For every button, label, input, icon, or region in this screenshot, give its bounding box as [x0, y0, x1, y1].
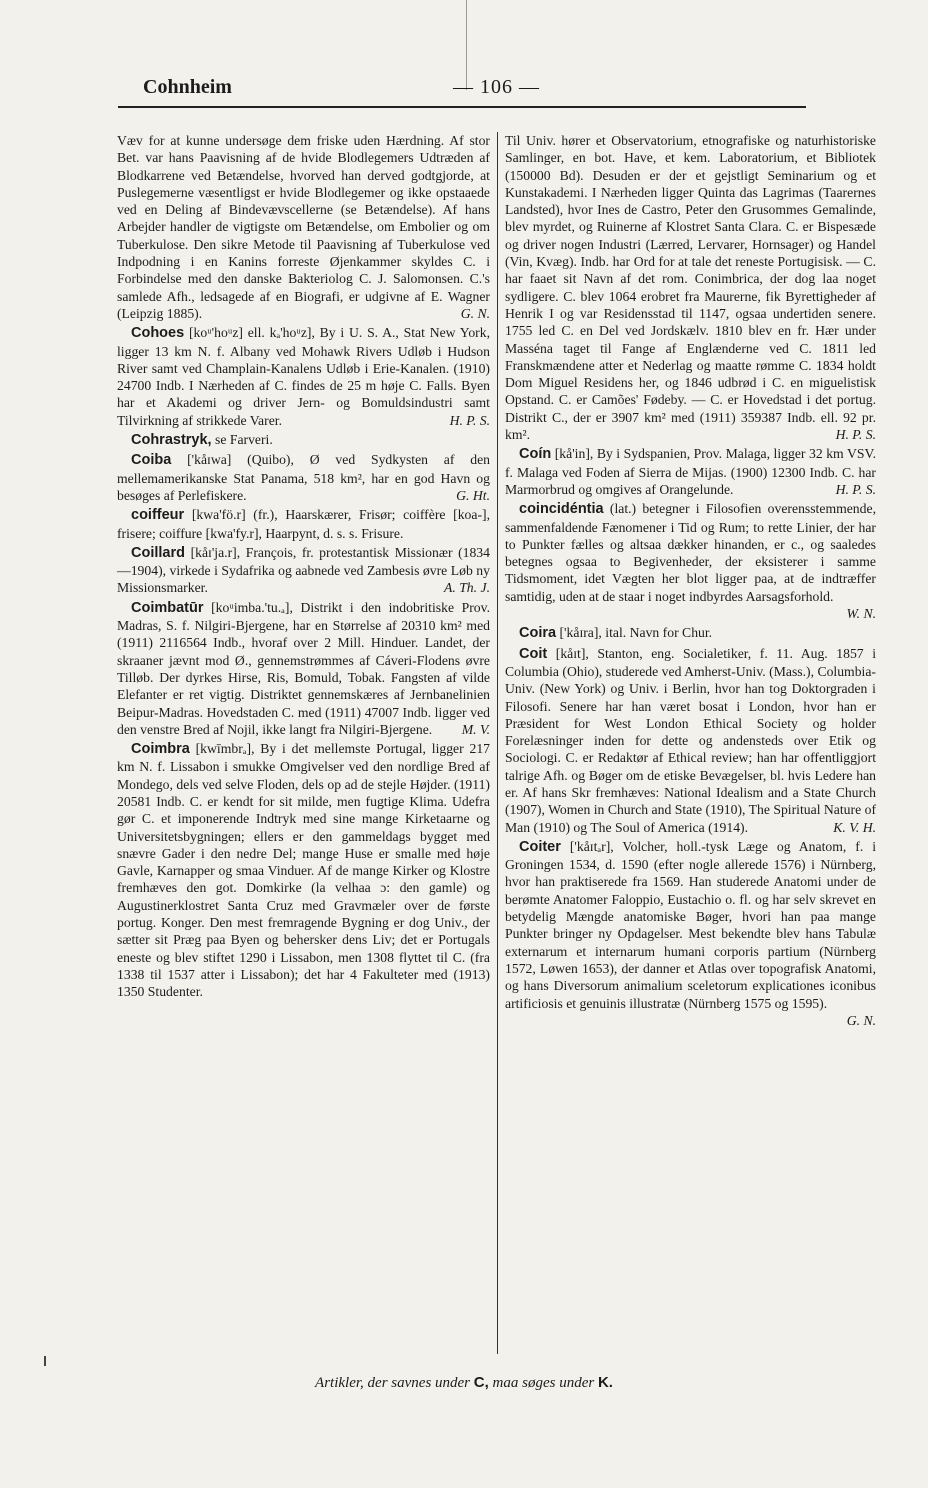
left-column [117, 132, 490, 1003]
entry-signature: G. N. [460, 305, 490, 321]
footer-letter-k: K. [597, 1374, 613, 1391]
dictionary-entry [505, 500, 876, 622]
entry-text: [koᵘimba.'tu.ₐ], Distrikt i den indobritiske Prov. Madras, S. f. Nilgiri-Bjergene, har en Størrelse af 20310 km² med (1911) 2116564 Indb., hvoraf over 2 Mill. Hinduer. Landet, der skraaner jævnt mod Ø., gennemstrømmes af Cáveri-Flodens øvre Tilløb. Der dyrkes Hirse, Ris, Bomuld, Tobak. Fangsten af vilde Elefanter er ret vigtig. Distriktet gennemskæres af Jernbanelinien Beipur-Madras. Hovedstaden C. med (1911) 47007 Indb. ligger ved den venstre Bred af Nojil, ikke langt fra Nilgiri-Bjergene. [117, 599, 490, 737]
footer-note [0, 1374, 928, 1392]
entry-text: [kå'in], By i Sydspanien, Prov. Malaga, ligger 32 km VSV. f. Malaga ved Foden af Sierra de Mijas. (1900) 12300 Indb. C. har Marmorbrud og omgives af Orangelunde. [505, 446, 876, 497]
entry-text: [kåɪt], Stanton, eng. Socialetiker, f. 11. Aug. 1857 i Columbia (Ohio), studerede ved Amherst-Univ. (Mass.), Columbia-Univ. (New York) og Univ. i Berlin, hvor han tog Doktorgraden i Filosofi. Senere har han været bosat i London, hvor han er Præsident for West London Ethical Society og holder Forelæsninger inden for dette og andensteds over Etik og Sociologi. C. er Redaktør af Ethical review; han har offentliggjort talrige Afh. og Bøger om de etiske Bevægelser, bl. hvis Ledere han er. Af hans Skr fremhæves: National Idealism and a State Church (1907), Women in Church and State (1910), The Spiritual Nature of Man (1910) og The Soul of America (1914). [505, 645, 877, 835]
entry-headword: Coimbatūr [131, 599, 204, 616]
header-rule [118, 106, 806, 108]
entry-text: Væv for at kunne undersøge dem friske uden Hærdning. Af stor Bet. var hans Paavisning af de hvide Blodlegemers Udtræden af Blodkarrene ved Betændelse, hvorved han derved godtgjorde, at Puslegemerne væsentligst er hvide Blodlegemer og ikke opstaaede ved en Deling af Bindevævscellerne (se Betændelse). Af hans Arbejder handler de vigtigste om Betændelse, om Embolier og om Tuberkulose. Den sikre Metode til Paavisning af Tuberkulose ved Indpodning i en Kanins forreste Øjenkammer skyldes C. i Forbindelse med den danske Bakteriolog C. J. Salomonsen. C.'s samlede Afh., ledsagede af en Biografi, er udgivne af E. Wagner (Leipzig 1885). [117, 133, 490, 321]
entry-headword: Cohoes [131, 325, 185, 342]
entry-text: (lat.) betegner i Filosofien overensstemmende, sammenfaldende Fænomener i Tid og Rum; to rette Linier, der har to Punkter fælles og altsaa dækker hinanden, er c., og saaledes betegnes ogsaa to Begivenheder, der eksisterer i samme Tidsmoment, idet Vægten her blot ligger paa, at de indtræffer samtidig, uden at de staar i noget indbyrdes Aarsagsforhold. [505, 501, 876, 604]
entry-signature: A. Th. J. [443, 580, 490, 596]
entry-headword: coincidéntia [519, 501, 604, 518]
dictionary-entry [117, 431, 490, 449]
footer-text-before: Artikler, der savnes under [315, 1375, 471, 1391]
entry-signature: M. V. [461, 721, 490, 737]
entry-headword: Coit [519, 645, 548, 662]
entry-text: se Farveri. [215, 432, 273, 448]
entry-text: ['kåɪra], ital. Navn for Chur. [559, 625, 713, 641]
entry-headword: Coillard [131, 544, 185, 561]
dictionary-entry [505, 645, 876, 836]
entry-signature: G. Ht. [456, 487, 490, 503]
dictionary-entry [505, 624, 876, 642]
entry-headword: Cohrastryk, [131, 432, 212, 449]
margin-mark [44, 1356, 46, 1366]
dictionary-entry [117, 506, 490, 542]
dictionary-entry [505, 445, 876, 498]
dictionary-entry [117, 544, 490, 597]
page-header [143, 70, 793, 102]
entry-text: Til Univ. hører et Observatorium, etnografiske og naturhistoriske Samlinger, en bot. Have, et kem. Laboratorium, et Bibliotek (150000 Bd). Desuden er der et gejstligt Seminarium og et Kunstakademi. I Nærheden ligger Quinta das Lagrimas (Taarernes Landsted), hvor Ines de Castro, Peter den Grusommes Gemalinde, blev myrdet, og Ruinerne af Klostret Santa Clara. C. er Bispesæde og driver nogen Industri (Lærred, Lervarer, Hornsager) og Handel (Vin, Kvæg). Indb. har Ord for at tale det reneste Portugisisk. — C. har faaet sit Navn af det rom. Conimbrica, der dog laa noget sydligere. C. blev 1064 erobret fra Maurerne, fik Byrettigheder af Henrik I og var Residensstad til 1147, ogsaa undertiden senere. 1755 led C. en Del ved Jordskælv. 1810 blev en fr. Hær under Masséna taget til Fange af Englænderne ved C. 1811 led Franskmændene atter et Nederlag og maatte rømme C. 1834 holdt Dom Miguel Residens her, og 1846 udbrød i C. en miguelistisk Opstand. C. er Camões' Fødeby. — C. er Hovedstad i det portug. Distrikt C., der er 3907 km² med (1911) 359387 Indb. ell. 92 pr. km². [505, 133, 876, 443]
entry-signature: K. V. H. [833, 819, 876, 835]
entry-signature: H. P. S. [835, 427, 876, 443]
dictionary-entry [117, 324, 490, 429]
entry-text: [koᵘ'hoᵘz] ell. kₐ'hoᵘz], By i U. S. A., Stat New York, ligger 13 km N. f. Albany ved Mohawk Rivers Udløb i Hudson River samt ved Champlain-Kanalens Udløb i Erie-Kanalen. (1910) 24700 Indb. I Nærheden af C. findes de 25 m høje C. Falls. Byen har et Akademi og driver Jern- og Bomuldsindustri samt Tilvirkning af strikkede Varer. [117, 325, 490, 428]
dictionary-entry [117, 599, 490, 738]
dictionary-entry [117, 451, 490, 504]
dictionary-entry [505, 132, 876, 443]
entry-text: [kwa'fö.r] (fr.), Haarskærer, Frisør; coiffère [koa-], frisere; coiffure [kwa'fy.r], Haarpynt, d. s. s. Frisure. [117, 507, 490, 541]
column-divider [497, 132, 498, 1354]
entry-signature: G. N. [846, 1012, 876, 1028]
dictionary-entry [505, 838, 876, 1029]
entry-headword: Coiba [131, 452, 172, 469]
entry-headword: Coimbra [131, 741, 190, 758]
footer-text-middle: maa søges under [492, 1375, 595, 1391]
entry-headword: coiffeur [131, 507, 185, 524]
entry-text: ['kåɪtₐr], Volcher, holl.-tysk Læge og Anatom, f. i Groningen 1534, d. 1590 (efter nogle allerede 1576) i Nürnberg, hvor han praktiserede fra 1569. Han studerede Anatomi under de berømte Anatomer Faloppio, Eustachio o. fl. og har selv skrevet en betydelig Mængde anatomiske Bøger, hvori han paa mange Punkter bringer ny Opdagelser. Mest bekendte blev hans Tabulæ externarum et internarum humani corporis partium (Nürnberg 1572, Løwen 1653), der danner et Atlas over topografisk Anatomi, og hans Diversorum animalium sceletorum explicationes iconibus artificiosis et genuinis illustratæ (Nürnberg 1575 og 1595). [505, 838, 876, 1011]
dictionary-entry [117, 740, 490, 1000]
entry-headword: Coín [519, 446, 552, 463]
running-head-word: Cohnheim [143, 76, 232, 98]
page-number: — 106 — [453, 76, 540, 98]
entry-headword: Coira [519, 625, 557, 642]
entry-text: [kåɪ'ja.r], François, fr. protestantisk Missionær (1834—1904), virkede i Sydafrika og aabnede ved Zambesis øvre Løb ny Missionsmarker. [117, 544, 490, 596]
right-column [505, 132, 876, 1031]
entry-text: [kwīmbrₐ], By i det mellemste Portugal, ligger 217 km N. f. Lissabon i smukke Omgivelser ved den nordlige Bred af Mondego, dels ved selve Floden, dels op ad de stejle Højder. (1911) 20581 Indb. C. er kendt for sit milde, men fugtige Klima. Udefra gør C. et imponerende Indtryk med sine mange Kirketaarne og Universitetsbygningen; ellers er den gammeldags bygget med snævre Gader i den nedre Del; mange Huse er smalle med høje Gavle, Karnapper og smaa Vinduer. Af de mange Kirker og Klostre fremhæves den got. Domkirke (la velhaa ɔ: den gamle) og Augustinerklostret Santa Cruz med Gravmæler over de første portug. Konger. Den mest fremragende Bygning er dog Univ., der sætter sit Præg paa Byen og behersker dens Liv; det er Portugals eneste og blev stiftet 1290 i Lissabon, men 1308 flyttet til C. (fra 1338 til 1537 atter i Lissabon); det har 4 Fakulteter med (1913) 1350 Studenter. [117, 741, 491, 1000]
entry-headword: Coiter [519, 838, 561, 855]
entry-signature: H. P. S. [835, 481, 876, 497]
footer-letter-c: C, [473, 1374, 489, 1391]
entry-signature: W. N. [846, 606, 876, 622]
entry-signature: H. P. S. [449, 412, 490, 428]
dictionary-entry [117, 132, 490, 322]
entry-text: ['kåɪwa] (Quibo), Ø ved Sydkysten af den mellemamerikanske Stat Panama, 518 km², har en god Havn og besøges af Perlefiskere. [117, 452, 491, 503]
